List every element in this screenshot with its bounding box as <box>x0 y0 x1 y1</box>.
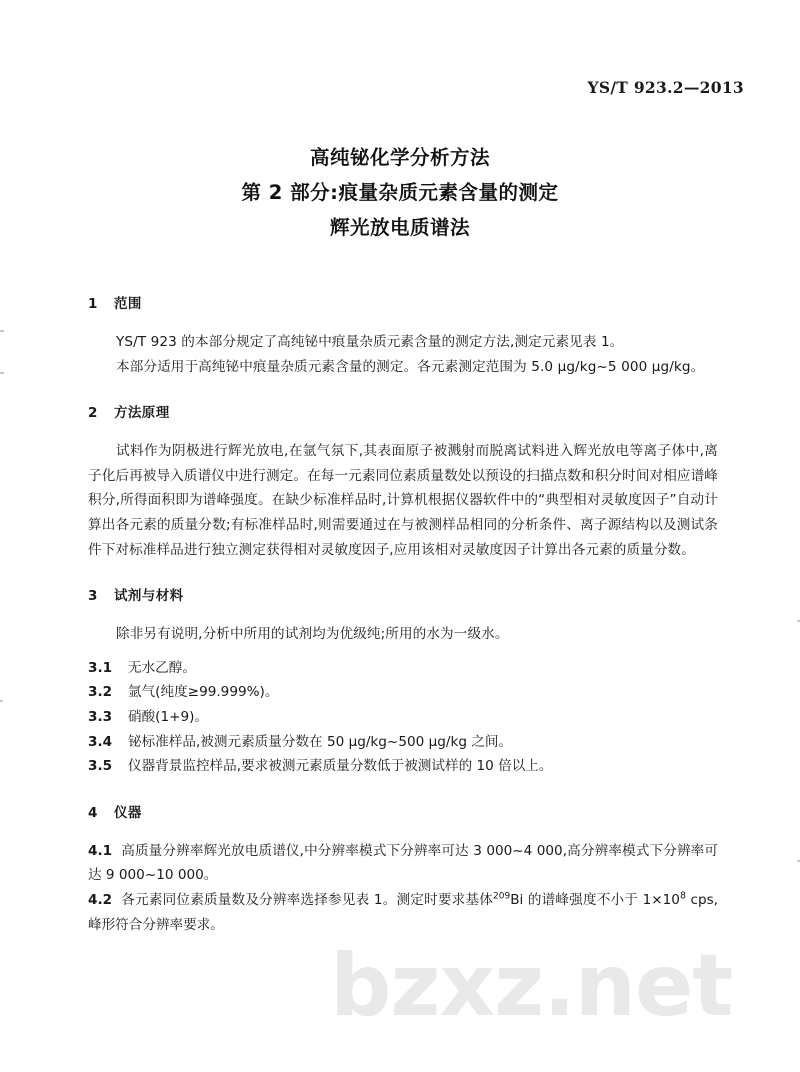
section-title-4: 仪器 <box>114 804 142 821</box>
clause-4-2 <box>88 888 718 937</box>
clause-text-3-2: 氩气(纯度≥99.999%)。 <box>128 684 279 701</box>
section-heading-1 <box>88 292 718 312</box>
exponent-value: 8 <box>679 890 686 902</box>
clause-text-4-2-after: cps,峰形符合分辨率要求。 <box>88 891 719 933</box>
section-title-3: 试剂与材料 <box>114 588 184 605</box>
document-body <box>88 292 718 937</box>
section-number-2: 2 <box>88 405 98 422</box>
section-heading-2 <box>88 401 718 421</box>
clause-3-1 <box>88 656 718 681</box>
section-number-1: 1 <box>88 296 98 312</box>
section-2-paragraph-1: 试料作为阴极进行辉光放电,在氩气氛下,其表面原子被溅射而脱离试料进入辉光放电等离子体中,离子化后再被导入质谱仪中进行测定。在每一元素同位素质量数处以预设的扫描点数和积分时间对相应谱峰积分,所得面积即为谱峰强度。在缺少标准样品时,计算机根据仪器软件中的“典型相对灵敏度因子”自动计算出各元素的质量分数;有标准样品时,则需要通过在与被测样品相同的分析条件、离子源结构以及测试条件下对标准样品进行独立测定获得相对灵敏度因子,应用该相对灵敏度因子计算出各元素的质量分数。 <box>88 443 718 558</box>
scan-edge-tick <box>0 372 4 374</box>
clause-text-3-1: 无水乙醇。 <box>128 659 196 676</box>
section-title-1: 范围 <box>114 296 142 312</box>
clause-3-3 <box>88 705 718 730</box>
document-title <box>0 140 800 245</box>
clause-4-1 <box>88 839 718 888</box>
section-heading-4 <box>88 801 718 821</box>
clause-text-4-2-before: 各元素同位素质量数及分辨率选择参见表 1。测定时要求基体 <box>121 891 494 908</box>
document-header-standard-number: YS/T 923.2—2013 <box>587 78 744 97</box>
clause-3-4 <box>88 730 718 755</box>
clause-text-3-4: 铋标准样品,被测元素质量分数在 50 μg/kg~500 μg/kg 之间。 <box>128 733 513 750</box>
scan-edge-tick <box>0 700 3 702</box>
watermark: bzxz.net <box>330 936 733 1036</box>
clause-number-4-1: 4.1 <box>88 842 113 859</box>
clause-3-2 <box>88 680 718 705</box>
section-number-3: 3 <box>88 588 98 605</box>
section-1-paragraph-1: YS/T 923 的本部分规定了高纯铋中痕量杂质元素含量的测定方法,测定元素见表 1。 <box>116 334 624 350</box>
title-line-1: 高纯铋化学分析方法 <box>309 146 490 169</box>
clause-text-3-5: 仪器背景监控样品,要求被测元素质量分数低于被测试样的 10 倍以上。 <box>128 758 553 775</box>
clause-number-3-1: 3.1 <box>88 659 113 676</box>
clause-text-3-3: 硝酸(1+9)。 <box>128 708 209 725</box>
clause-number-3-5: 3.5 <box>88 758 113 775</box>
clause-text-4-1: 高质量分辨率辉光放电质谱仪,中分辨率模式下分辨率可达 3 000~4 000,高分辨率模式下分辨率可达 9 000~10 000。 <box>88 842 718 884</box>
clause-number-3-3: 3.3 <box>88 708 113 725</box>
isotope-mass-number: 209 <box>493 891 511 902</box>
clause-number-4-2: 4.2 <box>88 891 113 908</box>
clause-number-3-2: 3.2 <box>88 684 113 701</box>
section-3-paragraph-1: 除非另有说明,分析中所用的试剂均为优级纯;所用的水为一级水。 <box>116 626 509 643</box>
clause-number-3-4: 3.4 <box>88 733 113 750</box>
scan-edge-tick <box>0 330 4 332</box>
title-line-3: 辉光放电质谱法 <box>329 216 470 239</box>
section-heading-3 <box>88 584 718 604</box>
clause-text-4-2-mid: Bi 的谱峰强度不小于 1×10 <box>510 891 680 908</box>
clause-3-5 <box>88 754 718 779</box>
section-1-paragraph-2: 本部分适用于高纯铋中痕量杂质元素含量的测定。各元素测定范围为 5.0 μg/kg~5 000 μg/kg。 <box>116 358 705 375</box>
section-number-4: 4 <box>88 804 98 821</box>
title-line-2: 第 2 部分:痕量杂质元素含量的测定 <box>241 181 559 204</box>
section-title-2: 方法原理 <box>114 405 170 422</box>
